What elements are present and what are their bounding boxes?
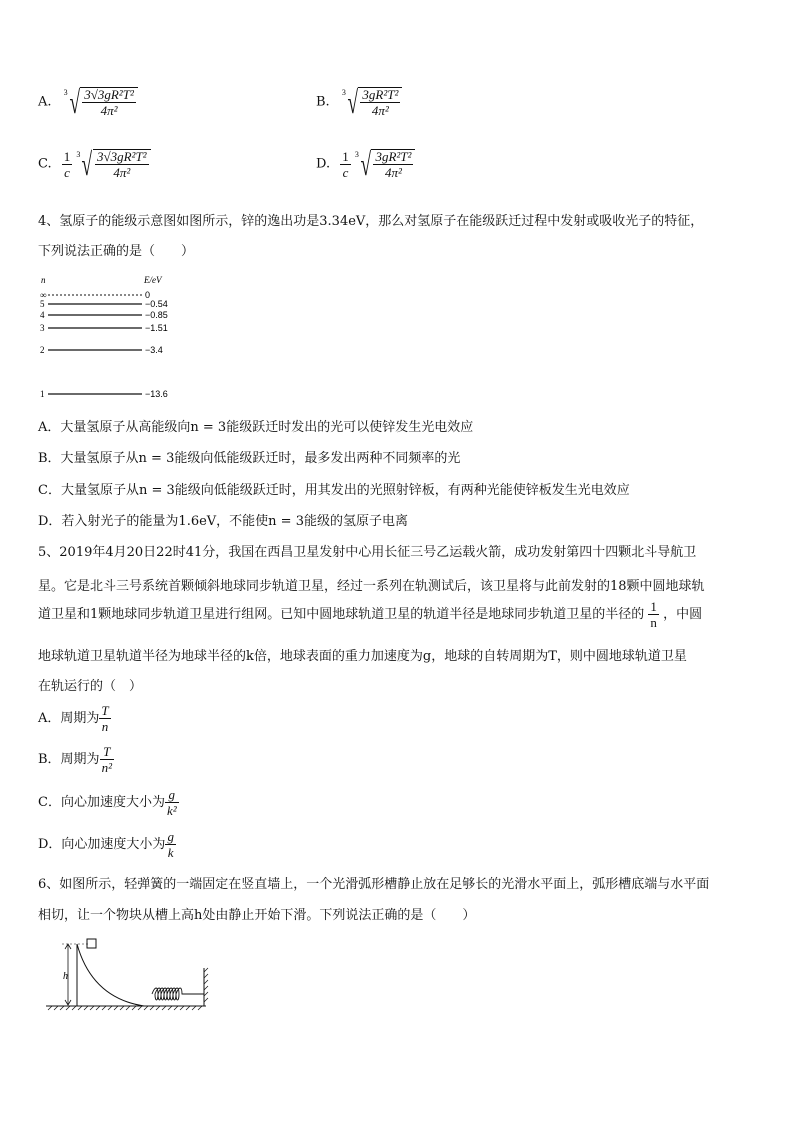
q5-line4: 地球轨道卫星轨道半径为地球半径的k倍，地球表面的重力加速度为g，地球的自转周期为T，则中圆地球轨道卫星 xyxy=(38,649,687,664)
option-label: C. xyxy=(38,156,52,172)
q3-option-c: C. $\frac{1}{c}$ 3 √ $\frac{\text{3√3gR²T²}}{\text{4π²}}$ xyxy=(38,148,151,180)
q4-option-a: A．大量氢原子从高能级向n = 3能级跃迁时发出的光可以使锌发生光电效应 xyxy=(38,420,474,435)
level-n-label: 1 xyxy=(40,389,45,399)
level-n-label: 2 xyxy=(40,345,45,355)
energy-level-diagram xyxy=(38,272,188,406)
q5-option-c: C．向心加速度大小为 $\frac{g}{\text{k²}}$ xyxy=(38,787,177,818)
q4-option-b: B．大量氢原子从n = 3能级向低能级跃迁时，最多发出两种不同频率的光 xyxy=(38,451,461,466)
q4-option-c: C．大量氢原子从n = 3能级向低能级跃迁时，用其发出的光照射锌板，有两种光能使锌板发生光电效应 xyxy=(38,483,630,498)
cube-root: 3 √ $\frac{\text{3√3gR²T²}}{\text{4π²}}$ xyxy=(64,86,138,118)
level-energy-label: −0.85 xyxy=(145,310,168,320)
level-energy-label: −13.6 xyxy=(145,389,168,399)
cube-root: 3 √ $\frac{\text{3√3gR²T²}}{\text{4π²}}$ xyxy=(76,148,150,180)
q5-line5: 在轨运行的（ ） xyxy=(38,679,143,694)
option-label: D. xyxy=(316,156,331,172)
level-energy-label: −3.4 xyxy=(145,345,163,355)
q5-option-a: A．周期为 $\frac{T}{n}$ xyxy=(38,703,109,734)
cube-root: 3 √ $\frac{\text{3gR²T²}}{\text{4π²}}$ xyxy=(342,86,403,118)
q6-line2: 相切，让一个物块从槽上高h处由静止开始下滑。下列说法正确的是（ ） xyxy=(38,908,476,923)
level-n-label: 3 xyxy=(40,323,45,333)
level-n-label: 5 xyxy=(40,299,45,309)
level-n-label: ∞ xyxy=(40,290,47,300)
q5-line1: 5、2019年4月20日22时41分，我国在西昌卫星发射中心用长征三号乙运载火箭，成功发射第四十四颗北斗导航卫 xyxy=(38,545,697,560)
level-energy-label: −1.51 xyxy=(145,323,168,333)
level-energy-label: 0 xyxy=(145,290,151,300)
q5-line3: 道卫星和1颗地球同步轨道卫星进行组网。已知中圆地球轨道卫星的轨道半径是地球同步轨道卫星的半径的 $\frac{1}{n}$ ，中圆 xyxy=(38,599,703,630)
q3-option-d: D. $\frac{1}{c}$ 3 √ $\frac{\text{3gR²T²}}{\text{4π²}}$ xyxy=(316,148,415,180)
q5-option-b: B．周期为 $\frac{T}{\text{n²}}$ xyxy=(38,744,112,775)
q6-line1: 6、如图所示，轻弹簧的一端固定在竖直墙上，一个光滑弧形槽静止放在足够长的光滑水平面上，弧形槽底端与水平面 xyxy=(38,877,710,892)
q4-stem-line1: 4、氢原子的能级示意图如图所示，锌的逸出功是3.34eV，那么对氢原子在能级跃迁过程中发射或吸收光子的特征， xyxy=(38,214,704,229)
energy-levels xyxy=(40,290,168,399)
cube-root: 3 √ $\frac{\text{3gR²T²}}{\text{4π²}}$ xyxy=(355,148,416,180)
slide-spring-figure xyxy=(44,936,212,1014)
q5-line2: 星。它是北斗三号系统首颗倾斜地球同步轨道卫星，经过一系列在轨测试后，该卫星将与此前发射的18颗中圆地球轨 xyxy=(38,579,705,594)
option-label: A. xyxy=(38,94,52,110)
q3-option-a xyxy=(38,86,138,118)
option-label: B. xyxy=(316,94,330,110)
q3-option-b xyxy=(316,86,402,118)
q5-option-d: D．向心加速度大小为 $\frac{g}{k}$ xyxy=(38,829,174,860)
ratio-fraction: $\frac{1}{n}$ xyxy=(650,599,657,630)
level-n-label: 4 xyxy=(40,310,45,320)
q4-stem-line2: 下列说法正确的是（ ） xyxy=(38,244,195,259)
level-energy-label: −0.54 xyxy=(145,299,168,309)
q4-option-d: D．若入射光子的能量为1.6eV，不能使n = 3能级的氢原子电离 xyxy=(38,514,408,529)
energy-axis-label: E/eV xyxy=(144,275,162,285)
height-label: h xyxy=(63,971,68,982)
n-axis-label: n xyxy=(41,275,46,285)
